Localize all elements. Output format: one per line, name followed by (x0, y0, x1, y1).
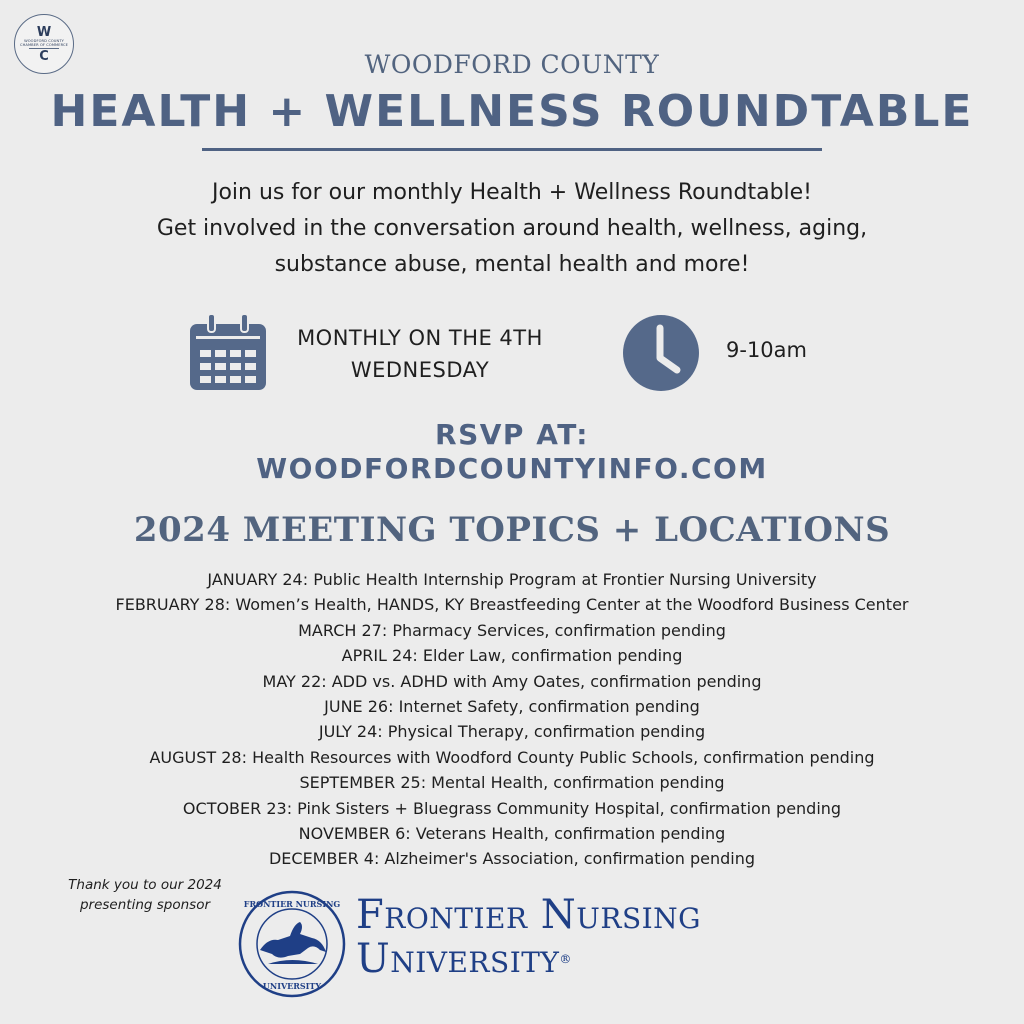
list-item: JUNE 26: Internet Safety, confirmation pending (324, 697, 700, 717)
rsvp-block (0, 418, 1024, 486)
list-item: FEBRUARY 28: Women’s Health, HANDS, KY Breastfeeding Center at the Woodford Business Center (115, 595, 909, 615)
list-item: NOVEMBER 6: Veterans Health, confirmation pending (298, 824, 726, 844)
calendar-icon (188, 314, 268, 392)
list-item: MARCH 27: Pharmacy Services, confirmation pending (298, 620, 726, 640)
logo-letter-w: W (36, 24, 52, 40)
registered-mark: ® (559, 952, 572, 966)
sponsor-thanks-line: presenting sponsor (79, 897, 211, 913)
sponsor-thanks-line: Thank you to our 2024 (68, 877, 222, 893)
rsvp-url[interactable]: WOODFORDCOUNTYINFO.COM (256, 452, 768, 485)
list-item: MAY 22: ADD vs. ADHD with Amy Oates, confirmation pending (262, 671, 762, 691)
intro-line: Get involved in the conversation around health, wellness, aging, (156, 216, 868, 241)
meeting-time: 9-10am (726, 338, 807, 362)
list-item: JANUARY 24: Public Health Internship Program at Frontier Nursing University (207, 570, 817, 589)
list-item: JULY 24: Physical Therapy, confirmation pending (318, 722, 706, 742)
rsvp-label: RSVP AT: (435, 418, 589, 451)
topics-heading: 2024 MEETING TOPICS + LOCATIONS (133, 510, 891, 550)
logo-org-subtitle: CHAMBER OF COMMERCE (20, 42, 68, 47)
schedule-row (0, 312, 1024, 392)
frequency-line: MONTHLY ON THE 4TH (297, 326, 543, 350)
svg-text:FRONTIER NURSING: FRONTIER NURSING (243, 899, 341, 909)
list-item: DECEMBER 4: Alzheimer's Association, confirmation pending (268, 849, 756, 869)
sponsor-name-line: University (356, 936, 560, 982)
frequency-line: WEDNESDAY (350, 358, 490, 382)
page-title: HEALTH + WELLNESS ROUNDTABLE (50, 86, 974, 137)
list-item: OCTOBER 23: Pink Sisters + Bluegrass Community Hospital, confirmation pending (182, 798, 842, 818)
logo-letter-c: C (39, 48, 49, 64)
pre-title: WOODFORD COUNTY (364, 50, 660, 79)
svg-text:UNIVERSITY: UNIVERSITY (262, 981, 322, 991)
sponsor-name (356, 893, 701, 981)
list-item: SEPTEMBER 25: Mental Health, confirmation pending (299, 773, 725, 793)
topics-list (0, 567, 1024, 872)
clock-icon (622, 314, 700, 392)
intro-line: Join us for our monthly Health + Wellness Roundtable! (211, 180, 813, 205)
list-item: AUGUST 28: Health Resources with Woodford County Public Schools, confirmation pending (149, 747, 875, 767)
intro-text (0, 175, 1024, 283)
logo-org-name: WOODFORD COUNTY (24, 38, 64, 43)
university-seal-icon (238, 890, 346, 998)
sponsor-name-line: Frontier Nursing (356, 892, 702, 938)
intro-line: substance abuse, mental health and more! (274, 252, 750, 277)
list-item: APRIL 24: Elder Law, confirmation pending (341, 646, 683, 666)
meeting-frequency (270, 322, 570, 386)
title-divider (202, 148, 822, 151)
sponsor-thanks (40, 875, 250, 915)
